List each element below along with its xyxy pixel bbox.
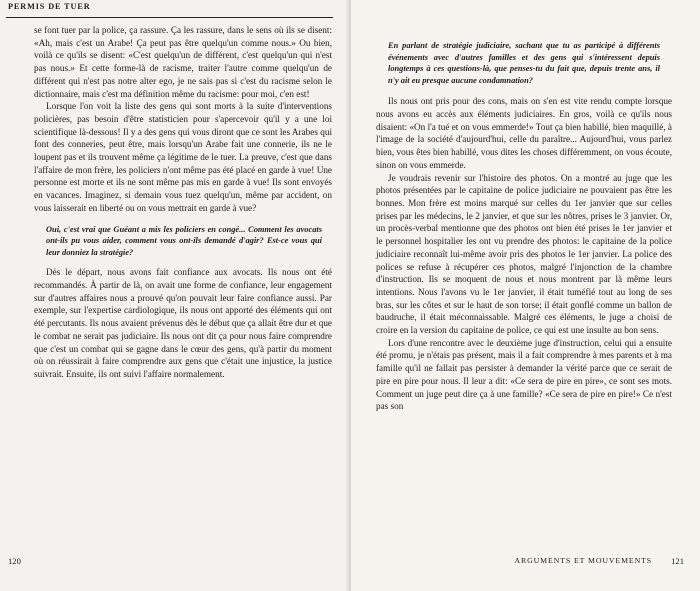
paragraph: Ils nous ont pris pour des cons, mais on s'en est vite rendu compte lorsque nous avons eu accès aux éléments judiciaires. En gros, voilà ce qu'ils nous disaient: «On l'a tué et on vous emmerde!» Tout ça bien habillé, bien maquillé, à l'image de la société d'aujourd'hui, celle du paraître... Aujourd'hui, vous parlez bien, vous êtes bien habillé, vous dites les choses différemment, on vous écoute, sinon on vous emmerde. <box>376 96 672 170</box>
paragraph: Je voudrais revenir sur l'histoire des photos. On a montré au juge que les photos présentées par le capitaine de police judiciaire ne pouvaient pas être les bonnes. Mon frère est moins marqué sur celles du 1er janvier que sur celles prises par les médecins, le 2 janvier, et que sur les nôtres, prises le 3 janvier. Or, un procès-verbal mentionne que des photos ont bien été prises le 1er janvier et le personnel hospitalier les ont vu prendre des photos: le capitaine de la police judiciaire reconnaît lui-même avoir pris des photos le 1er janvier. La police des polices se refuse à récupérer ces photos, malgré l'injonction de la chambre d'instruction. Ils se moquent de nous et nous montrent par là même leurs intentions. Nous l'avons vu le 1er janvier, il était tuméfié tout au long de ses bras, sur les côtes et sur le haut de son torse; il était gonflé comme un ballon de baudruche, il était méconnaissable. Malgré ces éléments, le juge a choisi de croire en la version du capitaine de police, ce qui est une insulte au bon sens. <box>376 172 672 336</box>
paragraph: Lorsque l'on voit la liste des gens qui sont morts à la suite d'interventions policières, pas besoin d'être statisticien pour s'apercevoir qu'il y a une loi scientifique là-dessous! Il y a des gens qui vous diront que ce sont les Arabes qui font des conneries, peut être, mais lorsqu'un Arabe fait une connerie, ils ne le loupent pas et ils trouvent même ça légitime de le tuer. La preuve, c'est que dans l'affaire de mon frère, les policiers n'ont même pas été placé en garde à vue! Une personne est morte et ils ne sont même pas mis en garde à vue! Ils sont envoyés en vacances. Imaginez, si demain vous tuez quelqu'un, même par accident, on vous laisserait en liberté ou on vous mettrait en garde à vue? <box>34 101 332 213</box>
running-footer-title: ARGUMENTS ET MOUVEMENTS <box>514 556 652 565</box>
paragraph: se font tuer par la police, ça rassure. Ça les rassure, dans le sens où ils se disent: «Ah, mais c'est un Arabe! Ça peut pas être quelqu'un comme nous.» Ou bien, voilà ce qu'ils se disent: «C'est quelqu'un de différent, c'est quelqu'un qui n'est pas nous.» Et cette forme-là de racisme, traiter l'autre comme quelqu'un de différent qui n'est pas notre alter ego, je ne sais pas si c'est du racisme selon le dictionnaire, mais c'est ma définition même du racisme: pour moi, c'en est! <box>34 25 332 99</box>
left-text-block <box>34 24 332 381</box>
page-number: 120 <box>8 556 21 566</box>
page-number: 121 <box>671 556 684 566</box>
running-head: PERMIS DE TUER <box>8 2 91 11</box>
interview-question: Oui, c'est vrai que Guéant a mis les policiers en congé... Comment les avocats ont-ils pu vous aider, comment vous ont-ils demandé d'agir? Est-ce vous qui leur donniez la stratégie? <box>46 224 322 257</box>
left-page <box>0 0 349 591</box>
interview-question: En parlant de stratégie judiciaire, sachant que tu as participé à différents événements avec d'autres familles et des gens qui s'intéressent depuis longtemps à ces questions-là, que penses-tu du fait que, depuis trente ans, il n'y ait eu presque aucune condamnation? <box>388 41 660 85</box>
right-text-block <box>376 40 672 413</box>
paragraph: Dès le départ, nous avons fait confiance aux avocats. Ils nous ont été recommandés. À partir de là, on avait une forme de confiance, leur engagement sur d'autres affaires nous a prouvé qu'on pouvait leur faire confiance aussi. Par exemple, sur l'expertise cardiologique, ils nous ont apporté des éléments qui ont été percutants. Ils nous avaient prévenus dès le début que ça allait être dur et que le combat ne serait pas judiciaire. Ils nous ont dit ça pour nous faire comprendre que c'est un combat qui se gagne dans le cœur des gens, qu'à partir du moment où on réussirait à faire comprendre aux gens que c'était une injustice, la justice suivrait. Ensuite, ils ont suivi l'affaire normalement. <box>34 267 332 379</box>
header-rule <box>6 17 333 18</box>
right-page <box>351 0 700 591</box>
paragraph: Lors d'une rencontre avec le deuxième juge d'instruction, celui qui a ensuite été promu, je n'étais pas présent, mais il a fait comprendre à mes parents et à ma famille qu'il ne fallait pas persister à demander la vérité parce que ce serait de pire en pire pour nous. Il leur a dit: «Ce sera de pire en pire», ce sont ses mots. Comment un juge peut dire ça à une famille? «Ce sera de pire en pire!» Ce n'est pas son <box>376 337 672 412</box>
